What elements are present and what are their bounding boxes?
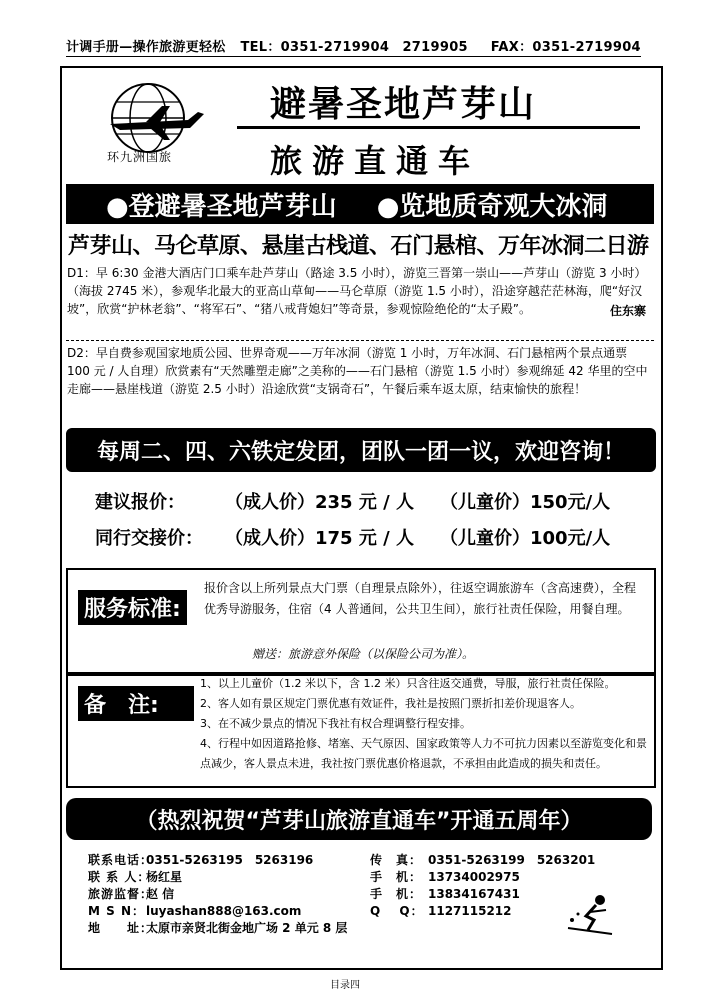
note-item-4: 4、行程中如因道路抢修、堵塞、天气原因、国家政策等人力不可抗力因素以至游览变化和景点减少，客人景点未进，我社按门票优惠价格退款，不承担由此造成的损失和责任。: [200, 737, 647, 770]
service-label: 服务标准:: [78, 590, 187, 625]
highlight-1: ●登避暑圣地芦芽山: [106, 191, 337, 222]
contact-key: 联系电话：: [88, 853, 154, 867]
title-underline: [237, 126, 640, 129]
price-row-trade: [95, 524, 610, 550]
itinerary-day2: [67, 344, 652, 398]
contact-key: 旅游监督：: [88, 887, 154, 901]
sub-title: 旅游直通车: [270, 142, 481, 180]
header-fax: FAX：0351-2719904: [490, 40, 641, 55]
contact-value: 0351-5263199 5263201: [428, 853, 596, 867]
price-row-suggested: [95, 488, 610, 514]
contact-key: Q Q：: [370, 904, 424, 918]
price-child: （儿童价）150元/人: [440, 492, 611, 513]
contact-value: luyashan888@163.com: [146, 904, 302, 918]
note-item-1: 1、以上儿童价（1.2 米以下，含 1.2 米）只含往返交通费，导服，旅行社责任保险。: [200, 677, 616, 690]
divider: [66, 340, 654, 341]
contact-value: 13834167431: [428, 887, 520, 901]
route-title: 芦芽山、马仑草原、悬崖古栈道、石门悬棺、万年冰洞二日游: [68, 234, 649, 259]
notes-list: [200, 674, 650, 774]
header-contact-line: [66, 36, 641, 55]
day1-stay: 住东寨: [609, 304, 646, 318]
price-adult: （成人价）235 元 / 人: [225, 492, 414, 513]
contact-value: 0351-5263195 5263196: [146, 853, 314, 867]
contact-value: 1127115212: [428, 904, 512, 918]
contact-value: 太原市亲贤北街金地广场 2 单元 8 层: [146, 921, 348, 935]
itinerary-day1: [67, 264, 652, 334]
contact-key: 联 系 人：: [88, 870, 151, 884]
highlights-bar: [66, 184, 654, 224]
header-tel: TEL：0351-2719904 2719905: [240, 40, 468, 55]
skier-clipart-icon: [560, 890, 620, 936]
price-child: （儿童价）100元/人: [440, 528, 611, 549]
header-tagline: 计调手册—操作旅游更轻松: [66, 40, 226, 55]
contact-value: 赵 信: [146, 887, 175, 901]
day2-text: D2：早自费参观国家地质公园、世界奇观——万年冰洞（游览 1 小时，万年冰洞、石门悬棺两个景点通票 100 元 / 人自理）欣赏素有“天然雕塑走廊”之美称的——石门悬棺（游览 1.5 小时）参观绵延 42 华里的空中走廊——悬崖栈道（游览 2.5 小时）沿途欣赏“支锅奇石”，午餐后乘车返太原，结束愉快的旅程！: [67, 346, 648, 396]
contact-value: 13734002975: [428, 870, 520, 884]
price-adult: （成人价）175 元 / 人: [225, 528, 414, 549]
logo-text: 环九洲国旅: [107, 150, 173, 164]
contact-key: 传 真：: [370, 853, 423, 867]
price-label: 建议报价：: [95, 492, 185, 513]
service-text: 报价含以上所列景点大门票（自理景点除外），往返空调旅游车（含高速费），全程优秀导游服务，住宿（4 人普通间，公共卫生间），旅行社责任保险，用餐自理。: [204, 581, 637, 616]
service-gift: 赠送：旅游意外保险（以保险公司为准）。: [252, 647, 475, 661]
contact-value: 杨红星: [146, 870, 183, 884]
contact-key: 手 机：: [370, 870, 423, 884]
note-item-3: 3、在不减少景点的情况下我社有权合理调整行程安排。: [200, 717, 471, 730]
main-title: 避暑圣地芦芽山: [270, 84, 537, 125]
notes-label: 备 注:: [78, 686, 194, 721]
departure-banner: 每周二、四、六铁定发团，团队一团一议，欢迎咨询！: [66, 428, 656, 472]
day1-text: D1：早 6:30 金港大酒店门口乘车赴芦芽山（路途 3.5 小时），游览三晋第一崇山——芦芽山（游览 3 小时）（海拔 2745 米），参观华北最大的亚高山草甸——马仑草原（游览 1.5 小时），沿途穿越茫茫林海，爬“好汉坡”，欣赏“护林老翁”、“将军石”、“猪八戒背媳妇”等奇景，参观惊险绝伦的“太子殿”。: [67, 266, 647, 316]
contacts-left: [88, 852, 347, 937]
page-footer: 目录四: [330, 980, 360, 991]
contact-key: 手 机：: [370, 887, 423, 901]
contact-key: 地 址：: [88, 921, 154, 935]
note-item-2: 2、客人如有景区规定门票优惠有效证件，我社是按照门票折扣差价现退客人。: [200, 697, 581, 710]
highlight-2: ●览地质奇观大冰洞: [376, 191, 608, 222]
contact-key: M S N：: [88, 904, 145, 918]
price-label: 同行交接价：: [95, 528, 203, 549]
anniversary-banner: （热烈祝贺“芦芽山旅游直通车”开通五周年）: [66, 798, 652, 840]
